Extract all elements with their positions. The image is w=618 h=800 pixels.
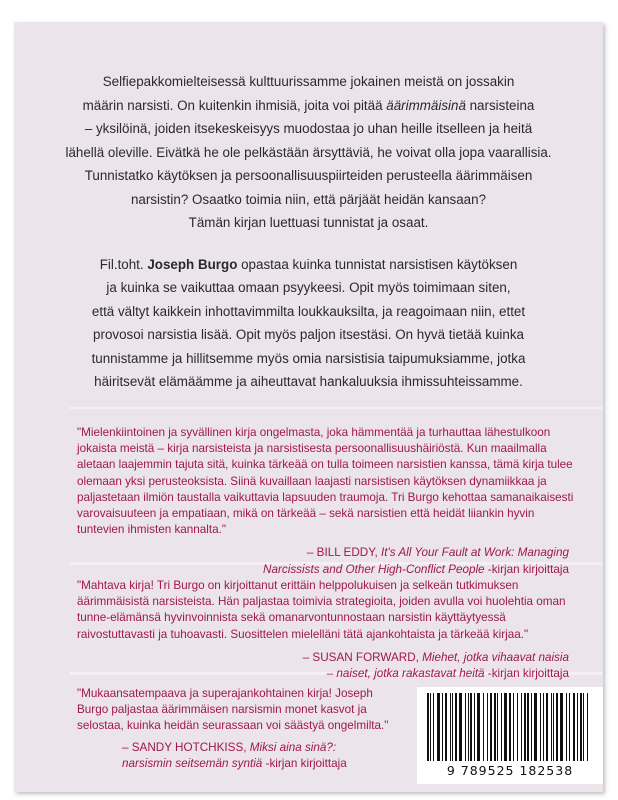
barcode-bar — [560, 693, 563, 761]
quote-attribution: – SANDY HOTCHKISS, Miksi aina sinä?: narsismin seitsemän syntiä -kirjan kirjoittaja — [122, 740, 347, 770]
barcode-bar — [450, 693, 451, 761]
author-name: Joseph Burgo — [147, 256, 238, 272]
barcode-bar — [546, 693, 548, 761]
barcode-bar — [524, 693, 526, 761]
quote-text: "Mukaansatempaava ja superajankohtainen kirja! Joseph Burgo paljastaa äärimmäisen narsismin monet kasvot ja selostaa, kuinka heidän seurassaan voi säästyä ongelmilta." — [77, 687, 389, 733]
divider-line — [69, 407, 603, 409]
barcode-bar — [445, 693, 447, 761]
barcode-bar — [442, 693, 443, 761]
blurb-paragraph-1: Selfiepakkomielteisessä kulttuurissamme jokainen meistä on jossakin määrin narsisti. On kuitenkin ihmisiä, joita voi pitää äärimmäisinä narsisteina – yksilöinä, joiden itsekeskeisyys muodostaa jo uhan heille itselleen ja heitä lähellä oleville. Eivätkä he ole pelkästään ärsyttäviä, he voivat olla jopa vaarallisia. Tunnistatko käytöksen ja persoonallisuuspiirteiden perusteella äärimmäisen narsistin? Osaatko toimia niin, että pärjäät heidän kansaan? Tämän kirjan luettuasi tunnistat ja osaat. — [65, 74, 552, 230]
review-quote — [77, 425, 577, 578]
barcode-bar — [566, 693, 567, 761]
barcode-bar — [543, 693, 544, 761]
barcode-bar — [534, 693, 537, 761]
barcode-bar — [517, 693, 518, 761]
barcode-bar — [521, 693, 522, 761]
barcode-bar — [433, 693, 434, 761]
barcode-bar — [468, 693, 469, 761]
barcode-bar — [455, 693, 457, 761]
barcode-bar — [487, 693, 488, 761]
barcode-bar — [540, 693, 541, 761]
barcode-bar — [459, 693, 462, 761]
barcode-bar — [494, 693, 496, 761]
barcode-bar — [452, 693, 453, 761]
barcode-bar — [501, 693, 502, 761]
barcode-bar — [551, 693, 552, 761]
barcode-bar — [437, 693, 440, 761]
barcode-bar — [474, 693, 475, 761]
barcode-bar — [465, 693, 466, 761]
barcode-bar — [569, 693, 570, 761]
review-quote — [77, 686, 407, 772]
barcode-bar — [427, 693, 429, 761]
quote-text: "Mahtava kirja! Tri Burgo on kirjoittanut erittäin helppolukuisen ja selkeän tutkimuksen äärimmäisistä narsisteista. Hän paljastaa toimivia strategioita, joiden avulla voi huolehtia oman tunne-elämänsä hyvinvoinnista sekä omanarvontunnostaan narsistin käyttäytyessä raivostuttavasti ja tuhoavasti. Suosittelen mielelläni tätä ajankohtaista ja tärkeää kirjaa." — [77, 579, 566, 641]
barcode-bar — [497, 693, 498, 761]
blurb-paragraph-2: Fil.toht. Joseph Burgo opastaa kuinka tunnistat narsistisen käytöksen ja kuinka se vaikuttaa omaan psyykeesi. Opit myös toimimaan siten, että vältyt kaikkein inhottavimmilta loukkauksilta, ja reagoimaan niin, ettet provosoi narsistia lisää. Opit myös paljon itsestäsi. On hyvä tietää kuinka tunnistamme ja hillitsemme myös omia narsistisia taipumuksiamme, jotka häiritsevät elämäämme ja aiheuttavat hankaluuksia ihmissuhteissamme. — [91, 256, 526, 389]
isbn-barcode — [417, 687, 603, 784]
barcode-bar — [577, 693, 578, 761]
barcode-bar — [531, 693, 532, 761]
quote-attribution: – SUSAN FORWARD, Miehet, jotka vihaavat naisia – naiset, jotka rakastavat heitä -kirjan kirjoittaja — [302, 650, 569, 681]
book-blurb — [14, 70, 603, 394]
barcode-bar — [556, 693, 558, 761]
barcode-bar — [580, 693, 582, 761]
barcode-bar — [470, 693, 472, 761]
barcode-bar — [513, 693, 514, 761]
barcode-bar — [583, 693, 584, 761]
barcode-bar — [587, 693, 588, 761]
quote-text: "Mielenkiintoinen ja syvällinen kirja ongelmasta, joka hämmentää ja turhauttaa lähestulkoon jokaista meistä – kirja narsisteista ja narsistisesta persoonallisuushäiriöstä. Kun maailmalla aletaan laajemmin tajuta sitä, kuinka tärkeää on tulla toimeen narsistien kanssa, tämä kirja tulee olemaan yksi perusteoksista. Siinä kuvaillaan laajasti narsistisen käytöksen dynamiikkaa ja paljastetaan ilmiön taustalla vaikuttavia lapsuuden traumoja. Tri Burgo kehottaa samanaikaisesti varovaisuuteen ja empatiaan, mikä on tärkeää – sekä narsistien että heidät liiankin hyvin tuntevien ihmisten kannalta." — [77, 426, 574, 537]
isbn-number: 9 789525 182538 — [446, 763, 574, 778]
barcode-bar — [573, 693, 575, 761]
barcode-bars — [427, 693, 591, 761]
barcode-bar — [509, 693, 511, 761]
barcode-bar — [483, 693, 484, 761]
book-back-cover — [14, 22, 603, 792]
barcode-bar — [527, 693, 529, 761]
quote-attribution: – BILL EDDY, It's All Your Fault at Work: Managing Narcissists and Other High-Conflict People -kirjan kirjoittaja — [263, 546, 569, 576]
review-quote — [77, 578, 577, 682]
barcode-bar — [504, 693, 507, 761]
barcode-bar — [553, 693, 554, 761]
barcode-bar — [430, 693, 431, 761]
barcode-bar — [490, 693, 492, 761]
barcode-bar — [477, 693, 480, 761]
